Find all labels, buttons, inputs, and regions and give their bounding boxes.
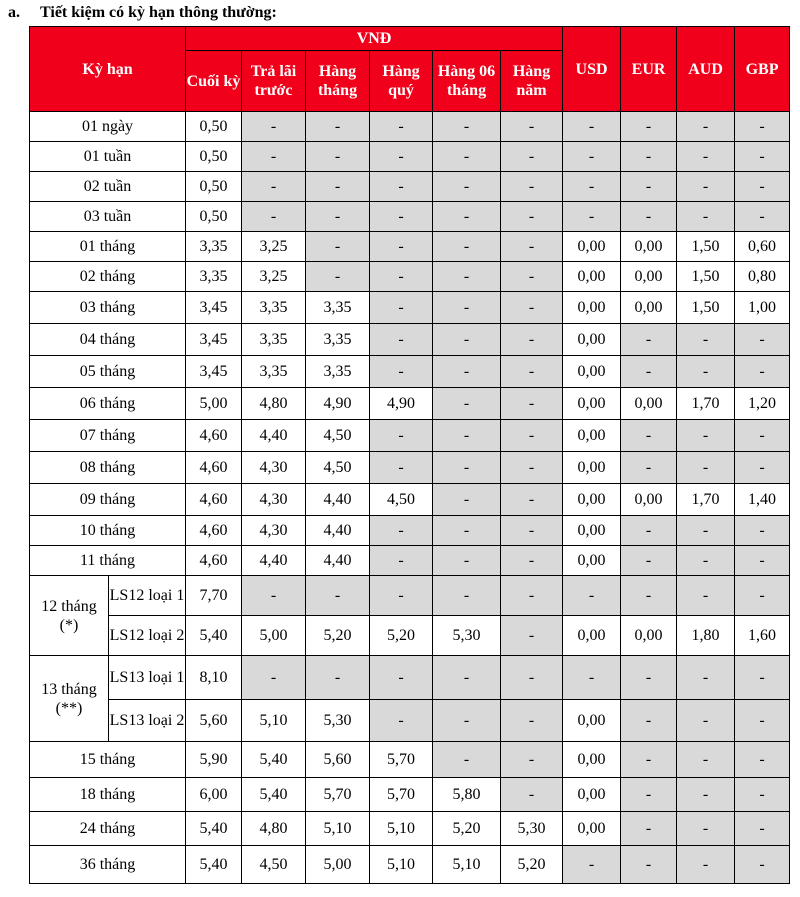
rate-cell: - — [621, 700, 677, 742]
table-row — [30, 292, 790, 324]
rate-cell: 0,00 — [563, 546, 621, 576]
term-cell: 01 tuần — [30, 142, 186, 172]
rate-cell: - — [621, 846, 677, 884]
rate-cell: - — [735, 516, 790, 546]
rate-cell: - — [677, 778, 735, 812]
header-vnd-group: VNĐ — [186, 27, 563, 51]
rate-cell: - — [735, 356, 790, 388]
subterm-cell: LS13 loại 1 — [109, 656, 186, 700]
table-row — [30, 516, 790, 546]
rate-cell: 0,00 — [621, 262, 677, 292]
header-cuoi-ky: Cuối kỳ — [186, 51, 242, 112]
rate-cell: - — [501, 778, 563, 812]
rate-cell: 0,50 — [186, 112, 242, 142]
table-row — [30, 172, 790, 202]
rate-cell: - — [735, 576, 790, 616]
rate-cell: 3,25 — [242, 262, 306, 292]
rate-cell: 4,90 — [370, 388, 433, 420]
header-aud: AUD — [677, 27, 735, 112]
rate-cell: 1,00 — [735, 292, 790, 324]
rate-cell: - — [677, 656, 735, 700]
rate-cell: - — [501, 324, 563, 356]
rate-cell: - — [677, 356, 735, 388]
table-row — [30, 202, 790, 232]
rate-cell: - — [306, 112, 370, 142]
header-eur: EUR — [621, 27, 677, 112]
rate-cell: - — [677, 112, 735, 142]
rate-cell: 5,70 — [306, 778, 370, 812]
rate-cell: 5,10 — [370, 846, 433, 884]
header-hang-nam: Hàng năm — [501, 51, 563, 112]
rate-cell: - — [621, 356, 677, 388]
table-row — [30, 356, 790, 388]
rate-cell: - — [501, 742, 563, 778]
rate-cell: 5,40 — [186, 812, 242, 846]
rate-cell: - — [370, 516, 433, 546]
rate-cell: - — [621, 202, 677, 232]
table-row — [30, 452, 790, 484]
term-cell: 07 tháng — [30, 420, 186, 452]
rate-cell: 5,70 — [370, 778, 433, 812]
term-cell: 11 tháng — [30, 546, 186, 576]
table-row — [30, 616, 790, 656]
header-gbp: GBP — [735, 27, 790, 112]
rate-cell: - — [677, 516, 735, 546]
table-row — [30, 324, 790, 356]
rate-cell: - — [735, 172, 790, 202]
rate-cell: - — [501, 112, 563, 142]
rate-cell: - — [563, 142, 621, 172]
term-cell: 04 tháng — [30, 324, 186, 356]
rate-cell: - — [501, 616, 563, 656]
rate-cell: - — [677, 202, 735, 232]
rate-cell: - — [501, 452, 563, 484]
rate-cell: 0,00 — [563, 324, 621, 356]
rate-cell: - — [735, 452, 790, 484]
rate-cell: 1,50 — [677, 262, 735, 292]
rate-cell: - — [735, 846, 790, 884]
rate-cell: 5,60 — [186, 700, 242, 742]
rate-cell: 0,00 — [563, 262, 621, 292]
rate-cell: - — [433, 324, 501, 356]
table-row — [30, 262, 790, 292]
rate-cell: 8,10 — [186, 656, 242, 700]
rate-cell: 3,35 — [306, 292, 370, 324]
rate-cell: 4,60 — [186, 484, 242, 516]
term-cell: 18 tháng — [30, 778, 186, 812]
term-cell: 12 tháng (*) — [30, 576, 109, 656]
rate-cell: - — [621, 516, 677, 546]
rate-cell: 0,00 — [621, 616, 677, 656]
rate-cell: - — [242, 142, 306, 172]
rate-cell: 5,30 — [306, 700, 370, 742]
rate-cell: 0,50 — [186, 142, 242, 172]
rate-cell: 5,40 — [186, 616, 242, 656]
rate-cell: - — [370, 420, 433, 452]
rate-cell: - — [677, 420, 735, 452]
rate-cell: 0,00 — [563, 812, 621, 846]
rate-cell: 1,50 — [677, 232, 735, 262]
rate-cell: 0,00 — [563, 742, 621, 778]
rate-cell: 3,35 — [242, 324, 306, 356]
term-cell: 02 tháng — [30, 262, 186, 292]
rate-cell: 1,70 — [677, 484, 735, 516]
rate-cell: 4,30 — [242, 484, 306, 516]
table-row — [30, 700, 790, 742]
rate-cell: - — [433, 420, 501, 452]
table-row — [30, 846, 790, 884]
header-term: Kỳ hạn — [30, 27, 186, 112]
rate-cell: - — [735, 742, 790, 778]
rate-cell: - — [433, 700, 501, 742]
rate-cell: - — [433, 484, 501, 516]
rate-cell: - — [735, 778, 790, 812]
rate-cell: - — [735, 700, 790, 742]
rate-cell: - — [677, 452, 735, 484]
term-cell: 05 tháng — [30, 356, 186, 388]
rate-cell: - — [621, 420, 677, 452]
term-cell: 36 tháng — [30, 846, 186, 884]
rate-cell: - — [433, 516, 501, 546]
rate-cell: - — [370, 656, 433, 700]
rate-cell: 0,00 — [563, 484, 621, 516]
rate-cell: - — [501, 232, 563, 262]
rate-cell: 4,40 — [306, 516, 370, 546]
rate-cell: 3,35 — [186, 262, 242, 292]
rate-cell: 1,70 — [677, 388, 735, 420]
rate-cell: - — [501, 356, 563, 388]
rate-cell: - — [370, 262, 433, 292]
rate-cell: 3,45 — [186, 292, 242, 324]
rate-cell: - — [735, 656, 790, 700]
rate-cell: 3,45 — [186, 356, 242, 388]
table-row — [30, 232, 790, 262]
rate-cell: 1,40 — [735, 484, 790, 516]
rate-cell: 5,00 — [186, 388, 242, 420]
rate-cell: - — [433, 546, 501, 576]
rate-cell: - — [621, 324, 677, 356]
subterm-cell: LS12 loại 1 — [109, 576, 186, 616]
header-hang-thang: Hàng tháng — [306, 51, 370, 112]
rate-cell: - — [370, 452, 433, 484]
rate-cell: 4,80 — [242, 388, 306, 420]
rate-cell: - — [563, 112, 621, 142]
rate-cell: - — [370, 356, 433, 388]
rate-cell: - — [306, 142, 370, 172]
rate-cell: - — [621, 546, 677, 576]
table-row — [30, 778, 790, 812]
rate-cell: - — [501, 516, 563, 546]
rate-cell: 4,50 — [242, 846, 306, 884]
rate-cell: 5,10 — [242, 700, 306, 742]
rate-cell: 4,40 — [306, 546, 370, 576]
rate-cell: 4,60 — [186, 452, 242, 484]
rate-cell: 3,35 — [242, 356, 306, 388]
rate-cell: 5,90 — [186, 742, 242, 778]
rate-cell: 0,00 — [563, 452, 621, 484]
rate-cell: 4,80 — [242, 812, 306, 846]
rate-cell: 0,00 — [563, 388, 621, 420]
rate-cell: - — [621, 452, 677, 484]
rate-cell: 4,50 — [306, 420, 370, 452]
rate-cell: - — [563, 576, 621, 616]
rate-cell: 5,30 — [433, 616, 501, 656]
term-cell: 02 tuần — [30, 172, 186, 202]
rate-cell: 5,40 — [186, 846, 242, 884]
rate-cell: 0,00 — [563, 778, 621, 812]
table-row — [30, 546, 790, 576]
rate-cell: 5,70 — [370, 742, 433, 778]
rate-cell: 1,60 — [735, 616, 790, 656]
rate-cell: - — [433, 172, 501, 202]
term-cell: 03 tháng — [30, 292, 186, 324]
rate-cell: - — [677, 172, 735, 202]
rate-cell: - — [677, 812, 735, 846]
rate-cell: 5,40 — [242, 742, 306, 778]
rate-cell: - — [370, 576, 433, 616]
rate-cell: - — [501, 546, 563, 576]
rate-cell: - — [433, 112, 501, 142]
rate-cell: - — [433, 388, 501, 420]
rate-cell: - — [306, 262, 370, 292]
rate-cell: 0,00 — [621, 484, 677, 516]
rate-cell: 5,60 — [306, 742, 370, 778]
rate-cell: - — [370, 112, 433, 142]
term-cell: 10 tháng — [30, 516, 186, 546]
rate-cell: 1,80 — [677, 616, 735, 656]
rate-cell: - — [735, 812, 790, 846]
rate-cell: 4,60 — [186, 546, 242, 576]
rate-cell: 4,40 — [242, 420, 306, 452]
rate-cell: - — [370, 142, 433, 172]
rate-cell: 0,00 — [563, 616, 621, 656]
rate-cell: 4,50 — [306, 452, 370, 484]
rate-cell: - — [621, 142, 677, 172]
rate-cell: - — [433, 262, 501, 292]
rate-cell: - — [501, 202, 563, 232]
rate-cell: - — [433, 452, 501, 484]
rate-cell: 4,60 — [186, 420, 242, 452]
term-cell: 15 tháng — [30, 742, 186, 778]
rate-cell: - — [433, 142, 501, 172]
rate-cell: - — [370, 700, 433, 742]
term-cell: 08 tháng — [30, 452, 186, 484]
rate-cell: 6,00 — [186, 778, 242, 812]
table-row — [30, 112, 790, 142]
header-hang-06-thang: Hàng 06 tháng — [433, 51, 501, 112]
term-cell: 01 ngày — [30, 112, 186, 142]
rate-cell: 5,10 — [306, 812, 370, 846]
rate-cell: - — [433, 202, 501, 232]
section-label: a. — [8, 4, 20, 21]
rate-cell: 3,35 — [242, 292, 306, 324]
table-row — [30, 484, 790, 516]
rate-cell: 5,80 — [433, 778, 501, 812]
rate-cell: - — [677, 742, 735, 778]
rate-cell: - — [677, 846, 735, 884]
rate-cell: 5,30 — [501, 812, 563, 846]
rate-cell: 5,00 — [306, 846, 370, 884]
rate-cell: 3,35 — [306, 324, 370, 356]
rate-cell: 5,20 — [370, 616, 433, 656]
rate-cell: 0,00 — [563, 700, 621, 742]
rate-cell: - — [501, 576, 563, 616]
rate-cell: 3,45 — [186, 324, 242, 356]
rate-cell: - — [501, 292, 563, 324]
rate-cell: - — [621, 812, 677, 846]
rate-cell: - — [677, 546, 735, 576]
rate-cell: - — [621, 778, 677, 812]
rate-cell: - — [677, 324, 735, 356]
table-row — [30, 388, 790, 420]
rate-cell: - — [501, 172, 563, 202]
term-cell: 06 tháng — [30, 388, 186, 420]
rate-cell: 4,30 — [242, 516, 306, 546]
section-heading: a. Tiết kiệm có kỳ hạn thông thường: — [8, 4, 277, 21]
rate-cell: 5,10 — [433, 846, 501, 884]
rate-cell: - — [433, 742, 501, 778]
rate-cell: 4,30 — [242, 452, 306, 484]
rate-cell: 0,60 — [735, 232, 790, 262]
rate-cell: 3,35 — [306, 356, 370, 388]
rate-cell: - — [242, 172, 306, 202]
rate-cell: - — [563, 656, 621, 700]
rate-cell: - — [370, 202, 433, 232]
subterm-cell: LS13 loại 2 — [109, 700, 186, 742]
rate-cell: - — [563, 172, 621, 202]
term-cell: 01 tháng — [30, 232, 186, 262]
rate-cell: - — [735, 202, 790, 232]
header-usd: USD — [563, 27, 621, 112]
rate-cell: 0,00 — [563, 356, 621, 388]
rate-cell: - — [735, 142, 790, 172]
rate-cell: 4,40 — [306, 484, 370, 516]
term-cell: 24 tháng — [30, 812, 186, 846]
rate-cell: - — [306, 202, 370, 232]
rate-cell: - — [501, 420, 563, 452]
rate-cell: - — [501, 142, 563, 172]
rate-cell: 1,50 — [677, 292, 735, 324]
table-row — [30, 742, 790, 778]
rate-cell: 0,00 — [621, 232, 677, 262]
section-title: Tiết kiệm có kỳ hạn thông thường — [40, 4, 272, 21]
rate-cell: 7,70 — [186, 576, 242, 616]
rate-cell: - — [735, 546, 790, 576]
table-row — [30, 420, 790, 452]
rate-cell: - — [563, 202, 621, 232]
rate-cell: 4,50 — [370, 484, 433, 516]
rate-cell: - — [370, 292, 433, 324]
rate-cell: - — [433, 656, 501, 700]
rate-cell: - — [677, 576, 735, 616]
rate-cell: 5,20 — [501, 846, 563, 884]
rate-cell: - — [735, 324, 790, 356]
rate-cell: - — [370, 546, 433, 576]
rate-cell: - — [501, 656, 563, 700]
rate-cell: 5,40 — [242, 778, 306, 812]
rate-cell: 4,40 — [242, 546, 306, 576]
table-row — [30, 576, 790, 616]
rate-cell: 0,00 — [563, 420, 621, 452]
rate-cell: - — [242, 112, 306, 142]
rate-cell: - — [563, 846, 621, 884]
rate-cell: - — [433, 292, 501, 324]
rate-cell: 4,90 — [306, 388, 370, 420]
rate-cell: - — [501, 262, 563, 292]
rate-cell: - — [242, 656, 306, 700]
rate-cell: - — [370, 232, 433, 262]
rate-cell: 0,50 — [186, 202, 242, 232]
rate-cell: - — [306, 232, 370, 262]
rate-cell: - — [621, 656, 677, 700]
rate-cell: 0,00 — [563, 232, 621, 262]
rate-cell: 0,00 — [621, 292, 677, 324]
rate-cell: - — [242, 202, 306, 232]
rate-cell: 4,60 — [186, 516, 242, 546]
rate-cell: - — [306, 576, 370, 616]
rate-cell: 5,00 — [242, 616, 306, 656]
rate-cell: - — [433, 576, 501, 616]
rate-cell: 5,20 — [306, 616, 370, 656]
rate-cell: - — [677, 700, 735, 742]
term-cell: 03 tuần — [30, 202, 186, 232]
table-row — [30, 656, 790, 700]
rate-cell: 0,00 — [563, 292, 621, 324]
rate-cell: 0,00 — [621, 388, 677, 420]
rate-cell: - — [677, 142, 735, 172]
term-cell: 09 tháng — [30, 484, 186, 516]
rate-cell: 3,35 — [186, 232, 242, 262]
rate-cell: 3,25 — [242, 232, 306, 262]
rate-cell: - — [621, 112, 677, 142]
rate-cell: - — [621, 742, 677, 778]
rate-cell: - — [735, 112, 790, 142]
table-row — [30, 142, 790, 172]
rate-cell: - — [501, 700, 563, 742]
rate-cell: - — [370, 324, 433, 356]
subterm-cell: LS12 loại 2 — [109, 616, 186, 656]
rate-cell: - — [501, 388, 563, 420]
rate-cell: - — [621, 172, 677, 202]
interest-rate-table — [29, 26, 790, 884]
rate-cell: - — [306, 172, 370, 202]
term-cell: 13 tháng (**) — [30, 656, 109, 742]
table-row — [30, 812, 790, 846]
rate-cell: - — [306, 656, 370, 700]
rate-cell: - — [501, 484, 563, 516]
rate-cell: 5,20 — [433, 812, 501, 846]
rate-cell: 5,10 — [370, 812, 433, 846]
header-hang-quy: Hàng quý — [370, 51, 433, 112]
rate-cell: 1,20 — [735, 388, 790, 420]
header-tra-lai-truoc: Trả lãi trước — [242, 51, 306, 112]
rate-cell: 0,80 — [735, 262, 790, 292]
rate-cell: - — [433, 356, 501, 388]
rate-cell: - — [621, 576, 677, 616]
rate-cell: 0,50 — [186, 172, 242, 202]
rate-cell: 0,00 — [563, 516, 621, 546]
rate-cell: - — [242, 576, 306, 616]
rate-cell: - — [433, 232, 501, 262]
rate-cell: - — [735, 420, 790, 452]
rate-cell: - — [370, 172, 433, 202]
